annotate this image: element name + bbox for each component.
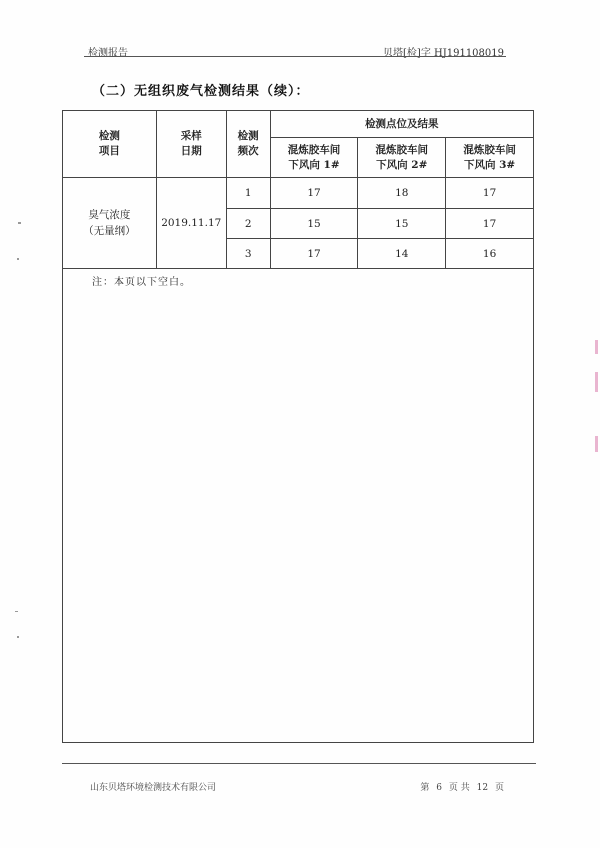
value-cell: 14: [358, 239, 446, 269]
table-row: [63, 178, 534, 209]
header-point-2: [358, 138, 446, 178]
value-cell: 17: [446, 209, 534, 239]
value-cell: 17: [446, 178, 534, 209]
page-suffix: 页: [494, 783, 504, 793]
header-divider: [84, 56, 506, 57]
header-date-line2: 日期: [180, 145, 202, 157]
scan-edge-mark: [595, 436, 598, 452]
header-point-3-line2: 下风向 3#: [463, 158, 516, 171]
value-cell: 17: [270, 178, 358, 209]
frequency-cell: 1: [226, 178, 270, 209]
value-cell: 17: [270, 239, 358, 269]
header-points-group: 检测点位及结果: [270, 111, 533, 138]
section-title: （二）无组织废气检测结果（续）：: [92, 84, 310, 99]
header-frequency: [226, 111, 270, 178]
footer-company: 山东贝塔环境检测技术有限公司: [90, 783, 217, 793]
speck: [18, 222, 21, 224]
speck: [17, 636, 19, 638]
header-date-line1: 采样: [180, 130, 202, 142]
frequency-cell: 3: [226, 239, 270, 269]
header-point-1-line2: 下风向 1#: [288, 158, 340, 171]
header-item-line2: 项目: [98, 145, 120, 157]
header-date: [156, 111, 226, 178]
value-cell: 16: [446, 239, 534, 269]
item-name: 臭气浓度: [88, 209, 131, 221]
page-mid: 页 共: [448, 783, 470, 793]
footer-divider: [62, 763, 536, 764]
page-prefix: 第: [420, 783, 430, 793]
header-point-3-line1: 混炼胶车间: [463, 143, 516, 156]
header-report-label: 检测报告: [88, 48, 128, 59]
page-current: 6: [436, 783, 443, 793]
footer-page-number: [420, 780, 504, 793]
header-frequency-line2: 频次: [237, 145, 259, 157]
header-point-2-line1: 混炼胶车间: [375, 143, 429, 156]
item-unit: （无量纲）: [83, 225, 136, 237]
header-item: [63, 111, 157, 178]
blank-page-note: 注：本页以下空白。: [92, 277, 191, 288]
value-cell: 18: [358, 178, 446, 209]
speck: [15, 611, 18, 612]
header-point-3: [446, 138, 534, 178]
header-item-line1: 检测: [98, 130, 120, 142]
value-cell: 15: [358, 209, 446, 239]
header-point-1-line1: 混炼胶车间: [287, 143, 341, 156]
header-point-2-line2: 下风向 2#: [376, 158, 428, 171]
header-point-1: [270, 138, 358, 178]
header-frequency-line1: 检测: [237, 130, 259, 142]
value-cell: 15: [270, 209, 358, 239]
results-table: [62, 110, 534, 269]
item-cell: [63, 178, 157, 269]
scan-edge-mark: [595, 372, 598, 392]
frequency-cell: 2: [226, 209, 270, 239]
scan-edge-mark: [595, 340, 598, 354]
speck: [17, 258, 19, 260]
date-cell: 2019.11.17: [156, 178, 226, 269]
page-total: 12: [476, 783, 489, 793]
header-report-number: 贝塔[检]字 HJ191108019: [383, 48, 504, 59]
